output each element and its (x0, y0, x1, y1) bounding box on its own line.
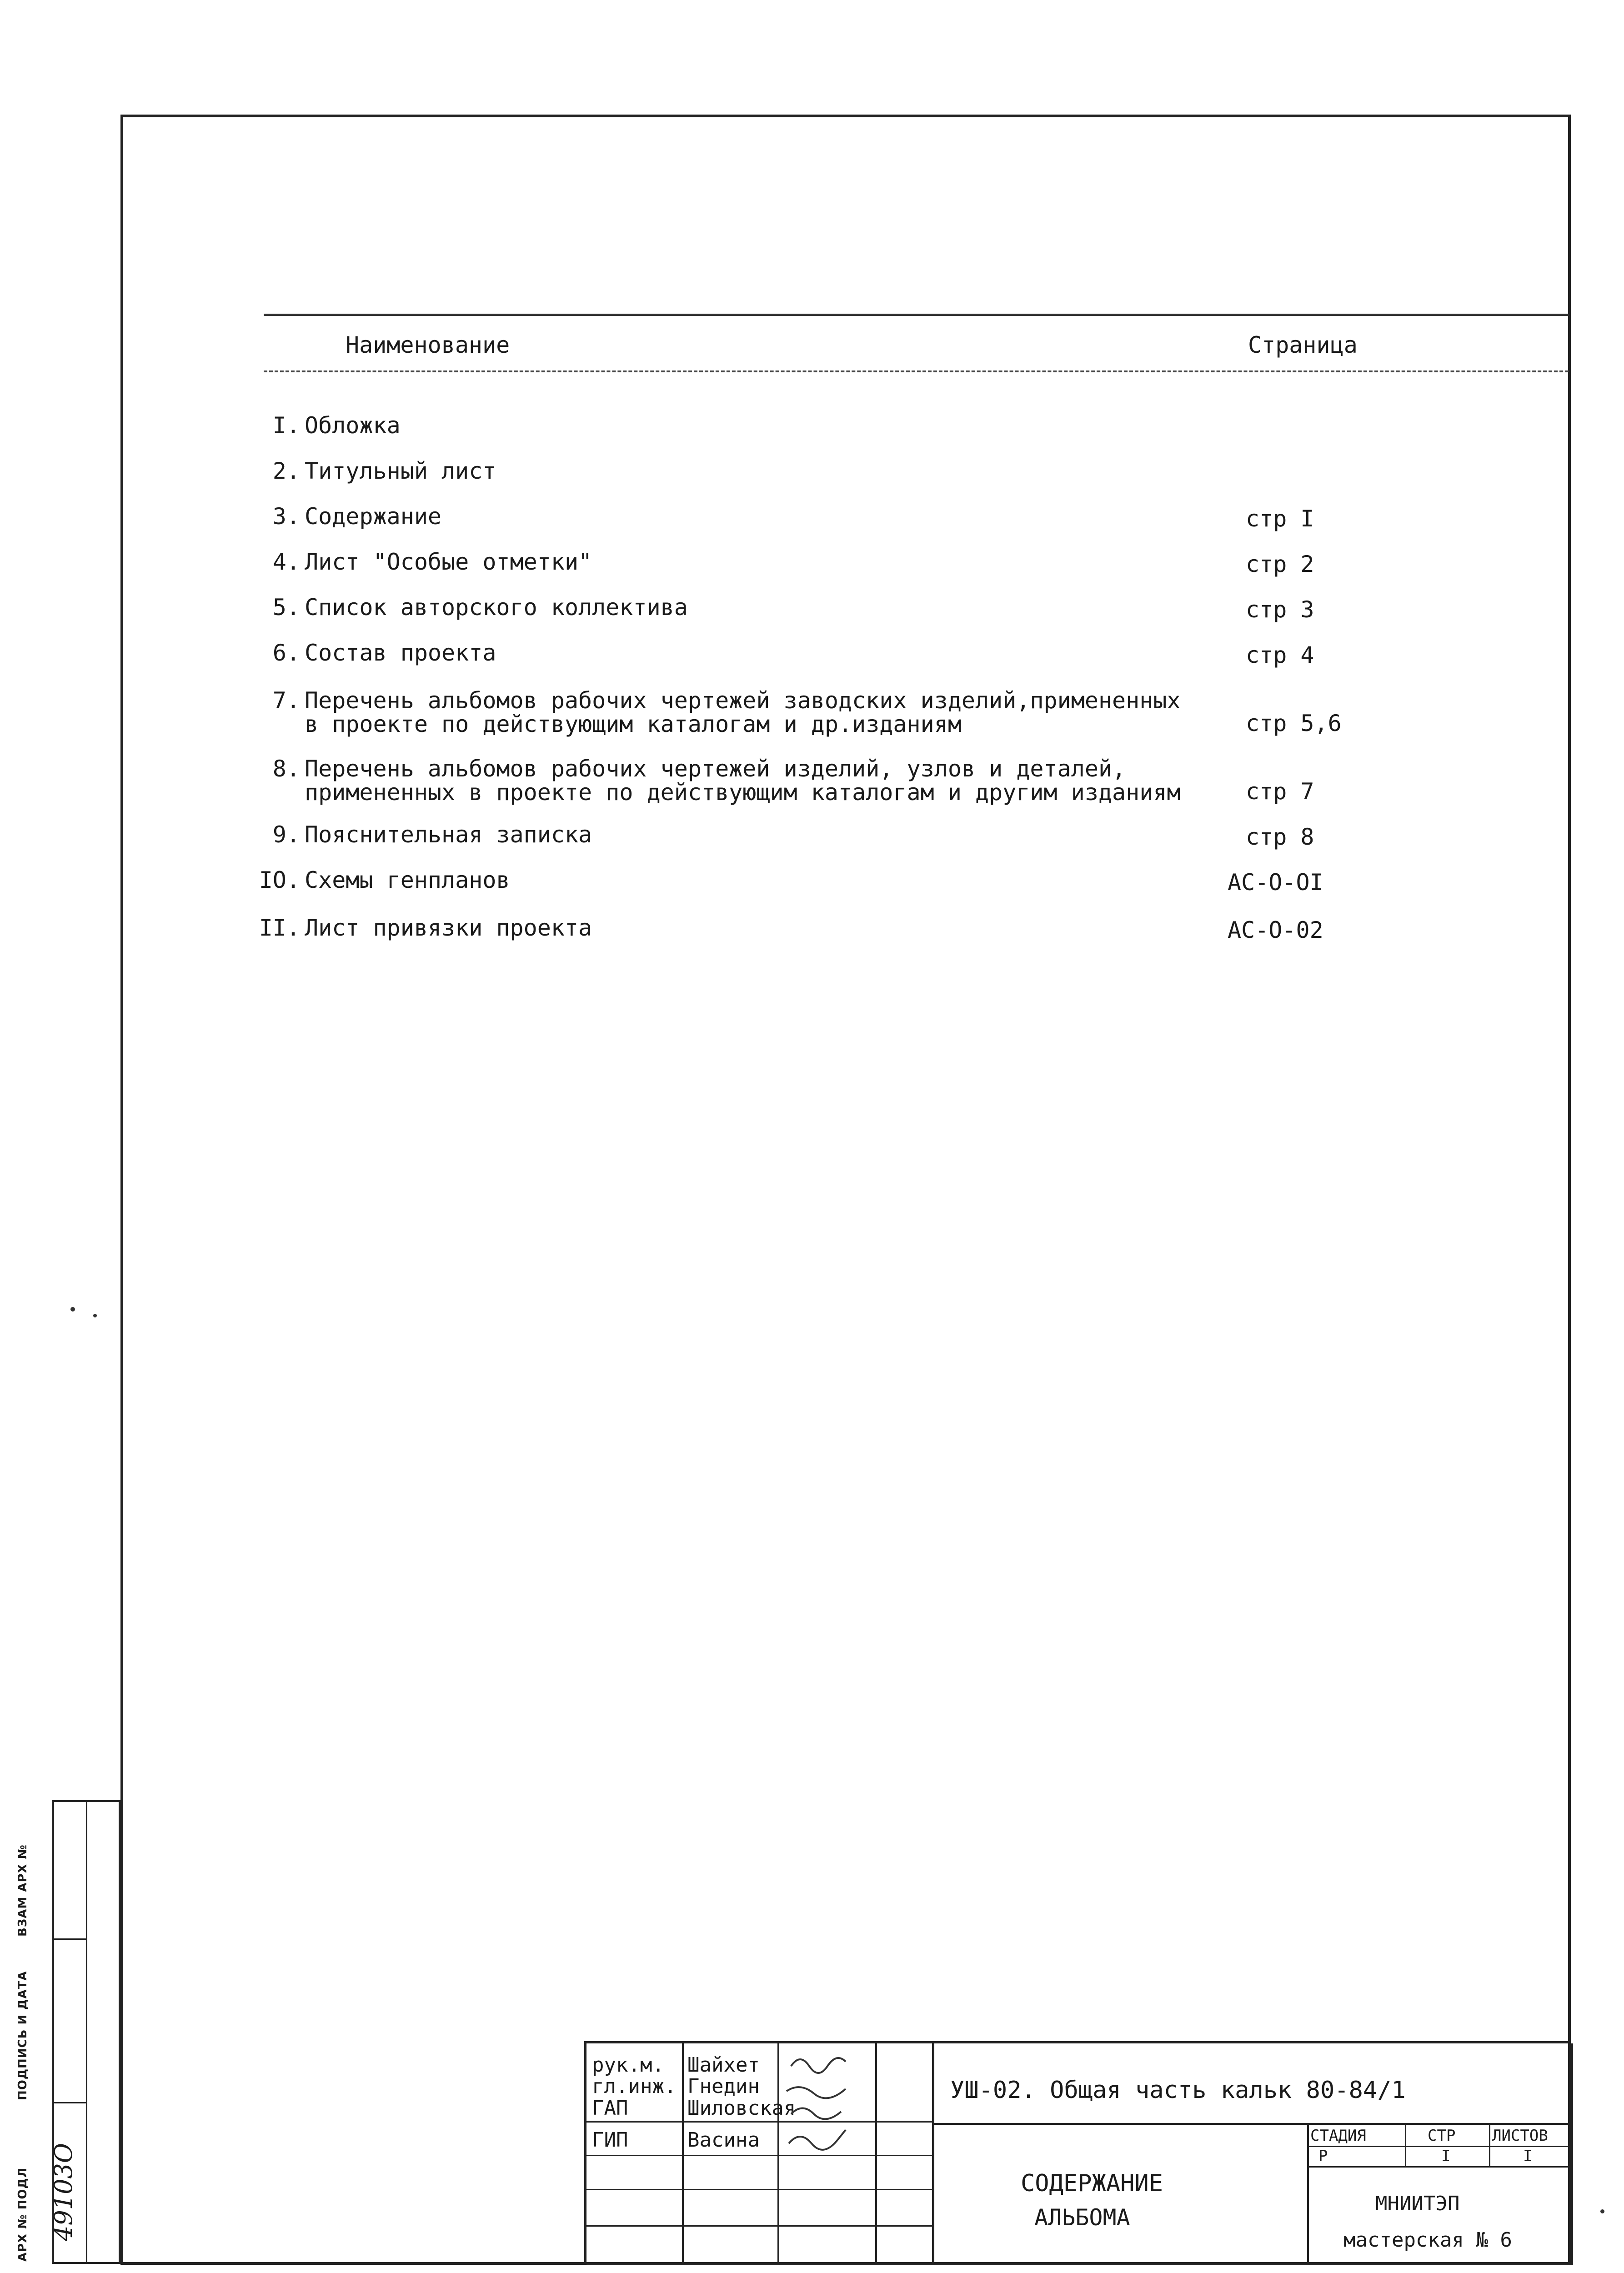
sheets-value: I (1523, 2147, 1533, 2165)
signature-marks (782, 2048, 873, 2121)
person-name: Васина (687, 2128, 760, 2152)
signature-mark (782, 2125, 873, 2153)
toc-top-rule (264, 314, 1569, 316)
toc-item-title: Перечень альбомов рабочих чертежей изделий, узлов и деталей, примененных в проекте по действующим каталогам и другим изданиям (305, 756, 1181, 806)
role-label: ГАП (592, 2097, 628, 2120)
toc-item-page: стр 4 (1246, 642, 1314, 668)
toc-item-title: Список авторского коллектива (305, 594, 688, 621)
toc-item-number: 7. (272, 687, 300, 714)
stage-value: Р (1318, 2147, 1328, 2165)
person-name: Шайхет (687, 2053, 760, 2077)
toc-item-number: 4. (272, 549, 300, 575)
toc-item-number: I. (272, 412, 300, 439)
toc-item-page: стр 2 (1246, 551, 1314, 577)
toc-item-title: Пояснительная записка (305, 821, 592, 848)
role-label: ГИП (592, 2128, 628, 2152)
toc-item-title: Обложка (305, 412, 401, 439)
page-value: I (1441, 2147, 1451, 2165)
organization-workshop: мастерская № 6 (1343, 2228, 1512, 2252)
sheets-header: ЛИСТОВ (1492, 2127, 1548, 2145)
toc-header-page: Страница (1248, 332, 1358, 358)
title-block (584, 2041, 1571, 2265)
archive-number: 49103О (49, 2143, 78, 2241)
organization-name: МНИИТЭП (1375, 2192, 1460, 2215)
page-header: СТР (1428, 2127, 1456, 2145)
margin-label-signature: ПОДПИСЬ И ДАТА (16, 1971, 30, 2100)
toc-item-page: стр I (1246, 506, 1314, 532)
toc-item-title: Лист привязки проекта (305, 915, 592, 941)
toc-item-title: Перечень альбомов рабочих чертежей заводских изделий,примененных в проекте по действующим каталогам и др.изданиям (305, 687, 1181, 737)
person-name: Шиловская (687, 2097, 796, 2120)
toc-item-page: стр 8 (1246, 824, 1314, 850)
toc-item-page: АС-О-OI (1228, 869, 1323, 896)
toc-item-number: 8. (272, 756, 300, 782)
toc-item-title: Содержание (305, 503, 442, 530)
toc-item-page: стр 5,6 (1246, 710, 1342, 736)
toc-item-title: Титульный лист (305, 458, 496, 484)
toc-item-number: II. (259, 915, 300, 941)
toc-item-title: Схемы генпланов (305, 867, 510, 893)
toc-item-number: 2. (272, 458, 300, 484)
toc-item-number: 3. (272, 503, 300, 530)
toc-item-number: 9. (272, 821, 300, 848)
toc-item-number: IO. (259, 867, 300, 893)
sheet-title: СОДЕРЖАНИЕ (1021, 2170, 1163, 2197)
margin-label-replacement: ВЗАМ АРХ № (16, 1844, 30, 1937)
toc-item-title: Состав проекта (305, 640, 496, 666)
scan-speck (93, 1314, 97, 1317)
toc-item-title: Лист "Особые отметки" (305, 549, 592, 575)
toc-item-page: АС-О-02 (1228, 917, 1323, 943)
stage-header: СТАДИЯ (1310, 2127, 1366, 2145)
role-label: гл.инж. (592, 2075, 677, 2098)
toc-item-page: стр 7 (1246, 778, 1314, 805)
toc-item-page: стр 3 (1246, 596, 1314, 623)
toc-item-number: 5. (272, 594, 300, 621)
toc-header-rule (264, 370, 1569, 372)
scan-speck (70, 1307, 75, 1312)
toc-header-name: Наименование (346, 332, 510, 358)
person-name: Гнедин (687, 2075, 760, 2098)
margin-label-archive: АРХ № ПОДЛ (16, 2167, 30, 2262)
sheet-title-line2: АЛЬБОМА (1034, 2204, 1130, 2231)
scan-speck (1600, 2209, 1604, 2213)
project-code: УШ-02. Общая часть кальк 80-84/1 (950, 2077, 1406, 2104)
toc-item-number: 6. (272, 640, 300, 666)
role-label: рук.м. (592, 2053, 664, 2077)
